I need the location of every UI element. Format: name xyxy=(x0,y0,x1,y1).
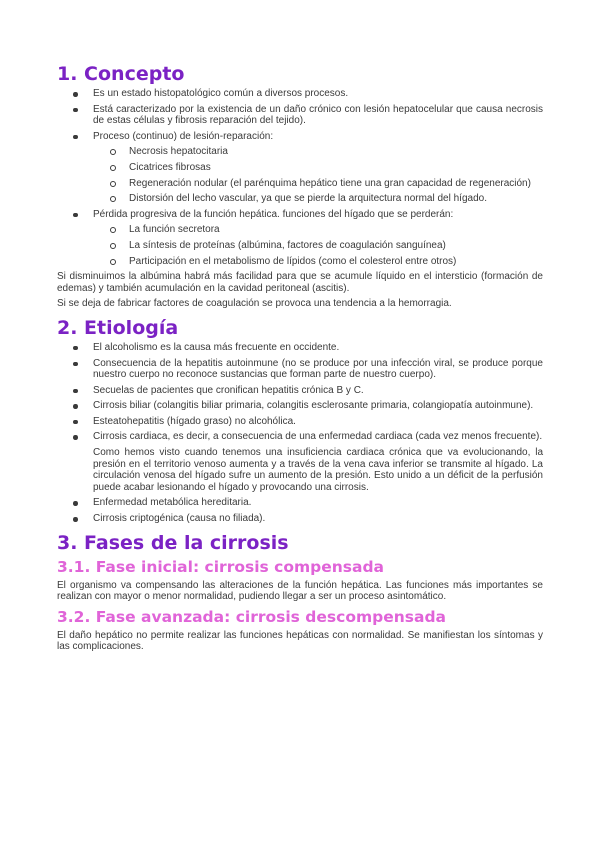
bullet-icon xyxy=(73,346,78,351)
funciones-sublist xyxy=(93,224,543,267)
bullet-icon xyxy=(73,420,78,425)
bullet-icon xyxy=(73,517,78,522)
list-item: Consecuencia de la hepatitis autoinmune (no se produce por una infección viral, se produce porque nuestro cuerpo no reconoce sustancias que forman parte de nuestro cuerpo). xyxy=(93,358,543,381)
section-title-fases: 3. Fases de la cirrosis xyxy=(57,531,289,554)
paragraph-fase-inicial: El organismo va compensando las alteraciones de la función hepática. Las funciones más importantes se realizan con mayor o menor normalidad, pudiendo llegar a ser un proceso asintomático. xyxy=(57,579,543,603)
paragraph-fase-avanzada: El daño hepático no permite realizar las funciones hepáticas con normalidad. Se manifiestan los síntomas y las complicaciones. xyxy=(57,629,543,653)
proceso-sublist xyxy=(93,146,543,204)
concepto-list xyxy=(57,88,543,267)
section-title-etiologia: 2. Etiología xyxy=(57,316,179,339)
etiologia-list xyxy=(57,342,543,525)
bullet-icon xyxy=(73,92,78,97)
bullet-icon xyxy=(73,501,78,506)
subsection-title-fase-avanzada: 3.2. Fase avanzada: cirrosis descompensada xyxy=(57,607,447,626)
circle-bullet-icon xyxy=(110,243,116,249)
bullet-icon xyxy=(73,435,78,440)
list-item: Cirrosis criptogénica (causa no filiada). xyxy=(93,513,543,525)
list-item: Enfermedad metabólica hereditaria. xyxy=(93,497,543,509)
list-item: Pérdida progresiva de la función hepática. funciones del hígado que se perderán: La función secretora La síntesis de proteínas (albúmina, factores de coagulación sanguínea) Participación en el metabolismo de lípidos (como el colesterol entre otros) xyxy=(93,209,543,267)
paragraph-albumina: Si disminuimos la albúmina habrá más facilidad para que se acumule líquido en el intersticio (formación de edemas) y también acumulación en la cavidad peritoneal (ascitis). xyxy=(57,271,543,294)
sublist-item: Necrosis hepatocitaria xyxy=(129,146,543,158)
list-item: El alcoholismo es la causa más frecuente en occidente. xyxy=(93,342,543,354)
list-item: Esteatohepatitis (hígado graso) no alcohólica. xyxy=(93,416,543,428)
bullet-icon xyxy=(73,135,78,140)
list-item: Secuelas de pacientes que cronifican hepatitis crónica B y C. xyxy=(93,385,543,397)
list-item: Cirrosis cardiaca, es decir, a consecuencia de una enfermedad cardiaca (cada vez menos frecuente). Como hemos visto cuando tenemos una insuficiencia cardiaca crónica que va evolucionando, la presión en el territorio venoso aumenta y a través de la vena cava inferior se transmite al hígado. La circulación venosa del hígado sufre un aumento de la presión. Esto unido a un déficit de la perfusión puede acabar lesionando el hígado y provocando una cirrosis. xyxy=(93,431,543,493)
sublist-item: Participación en el metabolismo de lípidos (como el colesterol entre otros) xyxy=(129,256,543,268)
bullet-icon xyxy=(73,389,78,394)
bullet-icon xyxy=(73,108,78,113)
paragraph-coagulacion: Si se deja de fabricar factores de coagulación se provoca una tendencia a la hemorragia. xyxy=(57,298,452,310)
bullet-icon xyxy=(73,213,78,218)
sublist-item: La función secretora xyxy=(129,224,543,236)
subsection-title-fase-inicial: 3.1. Fase inicial: cirrosis compensada xyxy=(57,557,385,576)
circle-bullet-icon xyxy=(110,181,116,187)
list-item: Está caracterizado por la existencia de un daño crónico con lesión hepatocelular que causa necrosis de estas células y fibrosis reparación del tejido). xyxy=(93,104,543,127)
bullet-icon xyxy=(73,362,78,367)
circle-bullet-icon xyxy=(110,149,116,155)
list-item: Es un estado histopatológico común a diversos procesos. xyxy=(93,88,543,100)
circle-bullet-icon xyxy=(110,196,116,202)
sublist-item: La síntesis de proteínas (albúmina, factores de coagulación sanguínea) xyxy=(129,240,543,252)
circle-bullet-icon xyxy=(110,259,116,265)
circle-bullet-icon xyxy=(110,227,116,233)
section-title-concepto: 1. Concepto xyxy=(57,63,185,85)
sublist-item: Cicatrices fibrosas xyxy=(129,162,543,174)
bullet-icon xyxy=(73,404,78,409)
sublist-item: Distorsión del lecho vascular, ya que se pierde la arquitectura normal del hígado. xyxy=(129,193,543,205)
list-item: Proceso (continuo) de lesión-reparación: Necrosis hepatocitaria Cicatrices fibrosas Regeneración nodular (el parénquima hepático tiene una gran capacidad de regeneración) Distorsión del lecho vascular, ya que se pierde la arquitectura normal del hígado. xyxy=(93,131,543,205)
list-item: Cirrosis biliar (colangitis biliar primaria, colangitis esclerosante primaria, colangiopatía autoinmune). xyxy=(93,400,543,412)
sublist-item: Regeneración nodular (el parénquima hepático tiene una gran capacidad de regeneración) xyxy=(129,178,543,190)
cardiaca-paragraph: Como hemos visto cuando tenemos una insuficiencia cardiaca crónica que va evolucionando, la presión en el territorio venoso aumenta y a través de la vena cava inferior se transmite al hígado. La circulación venosa del hígado sufre un aumento de la presión. Esto unido a un déficit de la perfusión puede acabar lesionando el hígado y provocando una cirrosis. xyxy=(93,447,543,493)
circle-bullet-icon xyxy=(110,165,116,171)
